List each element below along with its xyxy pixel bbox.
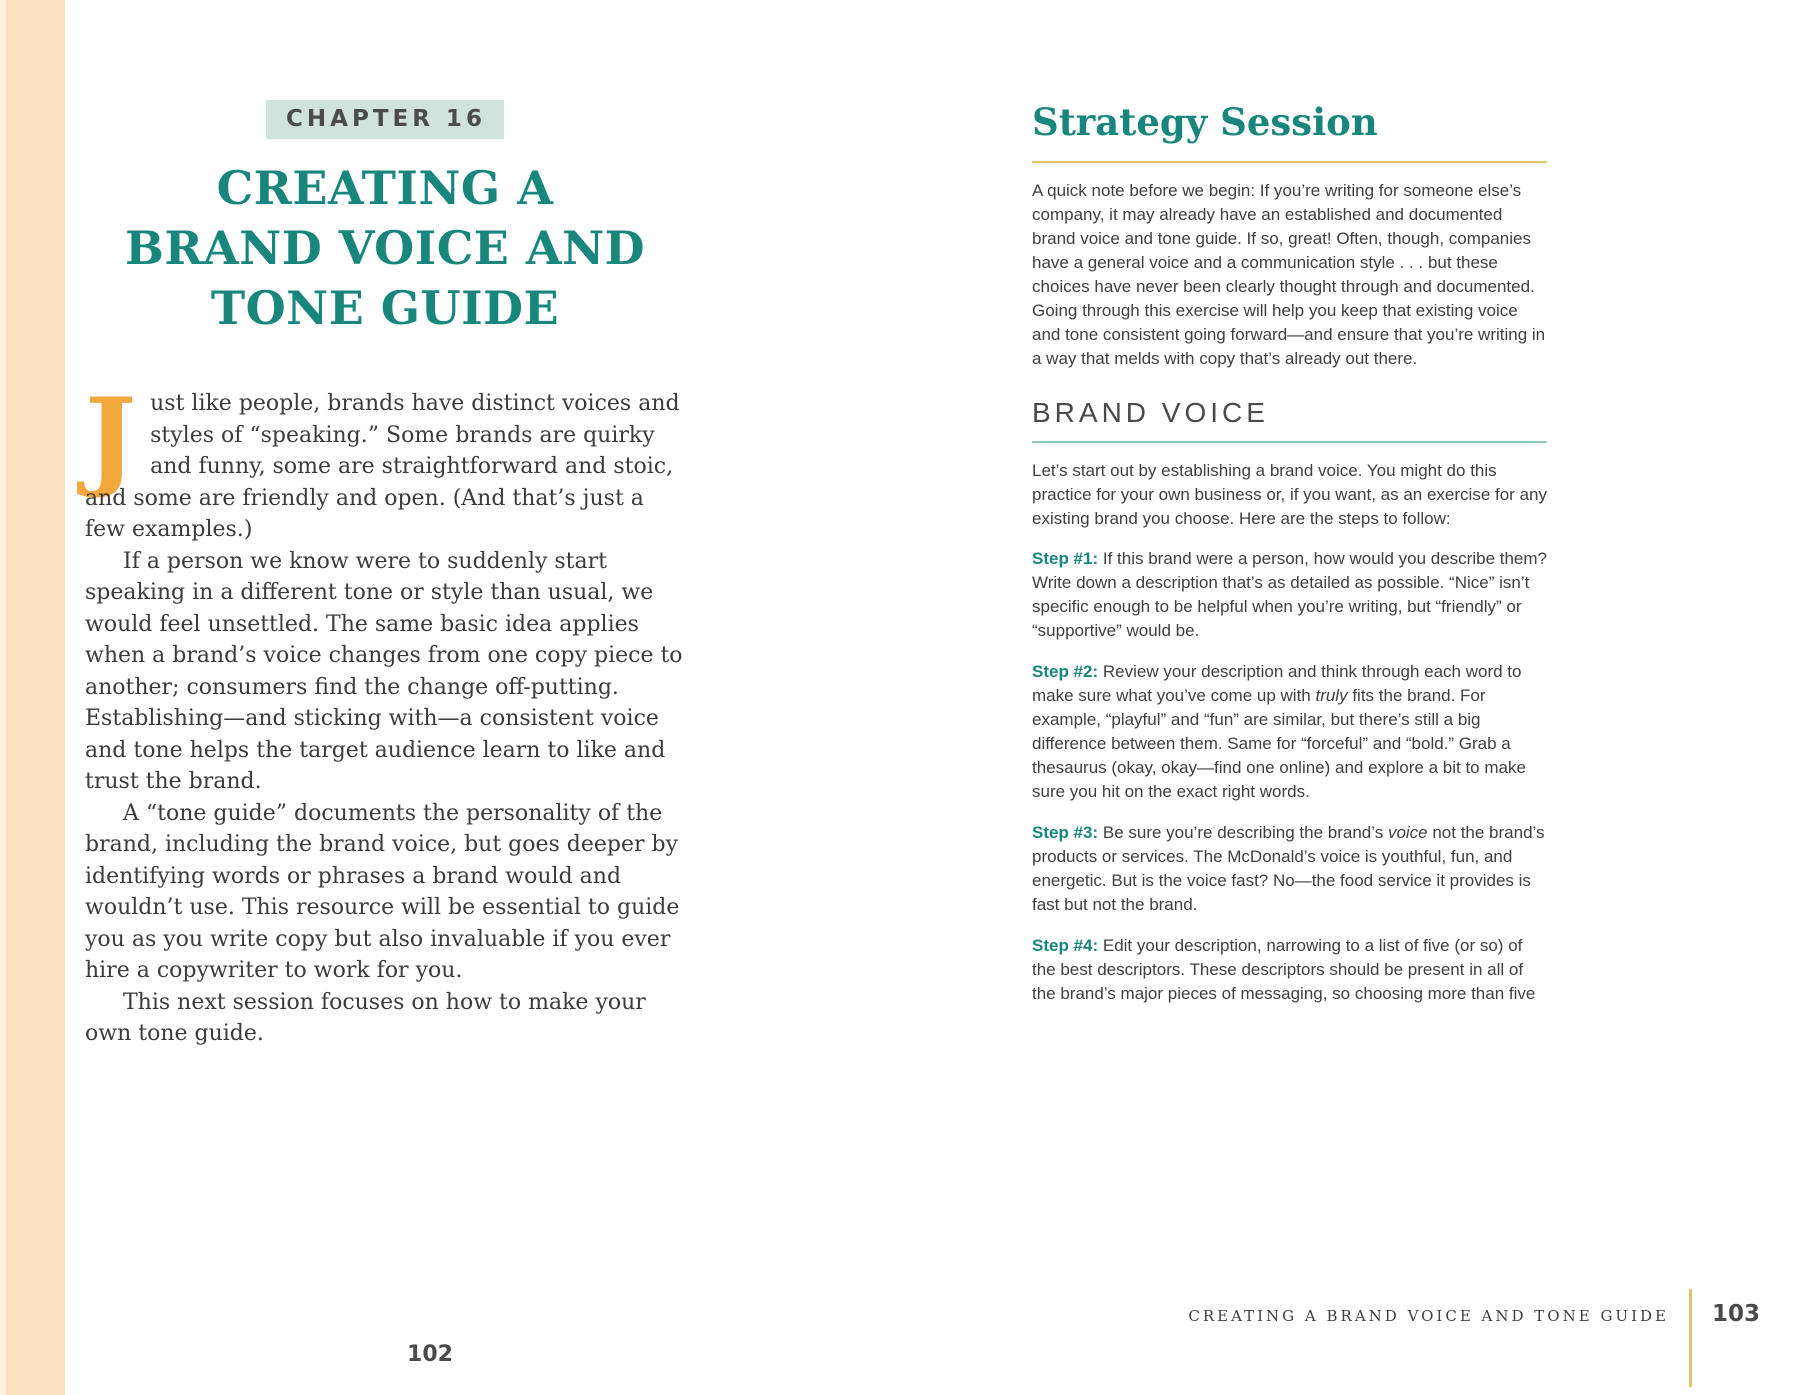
step-text: If this brand were a person, how would you describe them? Write down a description that’s as detailed as possible. “Nice” isn’t specific enough to be helpful when you’re writing, but “friendly” or “supportive” would be. bbox=[1032, 548, 1547, 640]
left-body-copy bbox=[85, 375, 685, 1050]
page-edge-stripe bbox=[0, 0, 65, 1395]
step-text: Be sure you’re describing the brand’s bbox=[1102, 822, 1388, 842]
step-label: Step #1: bbox=[1032, 548, 1103, 568]
step-item bbox=[1032, 547, 1547, 643]
footer-divider-bar bbox=[1689, 1289, 1692, 1387]
step-item bbox=[1032, 660, 1547, 804]
chapter-title-line-1: CREATING A bbox=[216, 161, 554, 215]
strategy-session-heading: Strategy Session bbox=[1032, 100, 1378, 144]
left-paragraph: This next session focuses on how to make your own tone guide. bbox=[85, 989, 646, 1047]
teal-rule bbox=[1032, 441, 1547, 443]
left-page-number: 102 bbox=[407, 1342, 453, 1367]
step-text: Review your description and think through each word to make sure what you’ve come up with bbox=[1032, 661, 1522, 705]
chapter-title-line-3: TONE GUIDE bbox=[210, 280, 560, 335]
step-text-italic: voice bbox=[1387, 822, 1428, 842]
left-paragraph: If a person we know were to suddenly start speaking in a different tone or style than usual, we would feel unsettled. The same basic idea applies when a brand’s voice changes from one copy piece to another; consumers find the change off-putting. Establishing—and sticking with—a consistent voice and tone helps the target audience learn to like and trust the brand. bbox=[85, 548, 683, 795]
section-intro-paragraph: Let’s start out by establishing a brand voice. You might do this practice for your own business or, if you want, as an exercise for any existing brand you choose. Here are the steps to follow: bbox=[1032, 460, 1547, 528]
running-head: CREATING A BRAND VOICE AND TONE GUIDE bbox=[1188, 1307, 1669, 1325]
right-page-number: 103 bbox=[1711, 1301, 1760, 1327]
steps-list bbox=[1032, 547, 1547, 1006]
gold-rule bbox=[1032, 161, 1547, 163]
chapter-badge: CHAPTER 16 bbox=[266, 100, 504, 139]
step-text-italic: truly bbox=[1315, 685, 1348, 705]
chapter-title-line-2: BRAND VOICE AND bbox=[124, 220, 646, 275]
brand-voice-heading: BRAND VOICE bbox=[1032, 396, 1269, 428]
left-page bbox=[85, 100, 685, 1050]
step-text: not the brand’s products or services. The McDonald’s voice is youthful, fun, and energetic. But is the voice fast? No—the food service it provides is fast but not the brand. bbox=[1032, 822, 1545, 914]
left-paragraph: Just like people, brands have distinct voices and styles of “speaking.” Some brands are quirky and funny, some are straightforward and stoic, and some are friendly and open. (And that’s just a few examples.) bbox=[85, 375, 680, 543]
step-label: Step #3: bbox=[1032, 822, 1103, 842]
intro-paragraph: A quick note before we begin: If you’re writing for someone else’s company, it may already have an established and documented brand voice and tone guide. If so, great! Often, though, companies have a general voice and a communication style . . . but these choices have never been clearly thought through and documented. Going through this exercise will help you keep that existing voice and tone consistent going forward—and ensure that you’re writing in a way that melds with copy that’s already out there. bbox=[1032, 180, 1546, 368]
drop-cap: J bbox=[85, 375, 137, 502]
chapter-title bbox=[85, 159, 685, 338]
step-label: Step #2: bbox=[1032, 661, 1103, 681]
step-text: fits the brand. For example, “playful” and “fun” are similar, but there’s still a big difference between them. Same for “forceful” and “bold.” Grab a thesaurus (okay, okay—find one online) and explore a bit to make sure you hit on the exact right words. bbox=[1032, 685, 1526, 801]
chapter-badge-row bbox=[85, 100, 685, 139]
right-page bbox=[1032, 102, 1547, 1023]
step-item bbox=[1032, 934, 1547, 1006]
step-item bbox=[1032, 821, 1547, 917]
right-page-footer bbox=[1188, 1289, 1760, 1387]
step-label: Step #4: bbox=[1032, 935, 1103, 955]
left-paragraph: A “tone guide” documents the personality of the brand, including the brand voice, but goes deeper by identifying words or phrases a brand would and wouldn’t use. This resource will be essential to guide you as you write copy but also invaluable if you ever hire a copywriter to work for you. bbox=[85, 800, 680, 984]
step-text: Edit your description, narrowing to a list of five (or so) of the best descriptors. These descriptors should be present in all of the brand’s major pieces of messaging, so choosing more than five bbox=[1032, 935, 1536, 1003]
